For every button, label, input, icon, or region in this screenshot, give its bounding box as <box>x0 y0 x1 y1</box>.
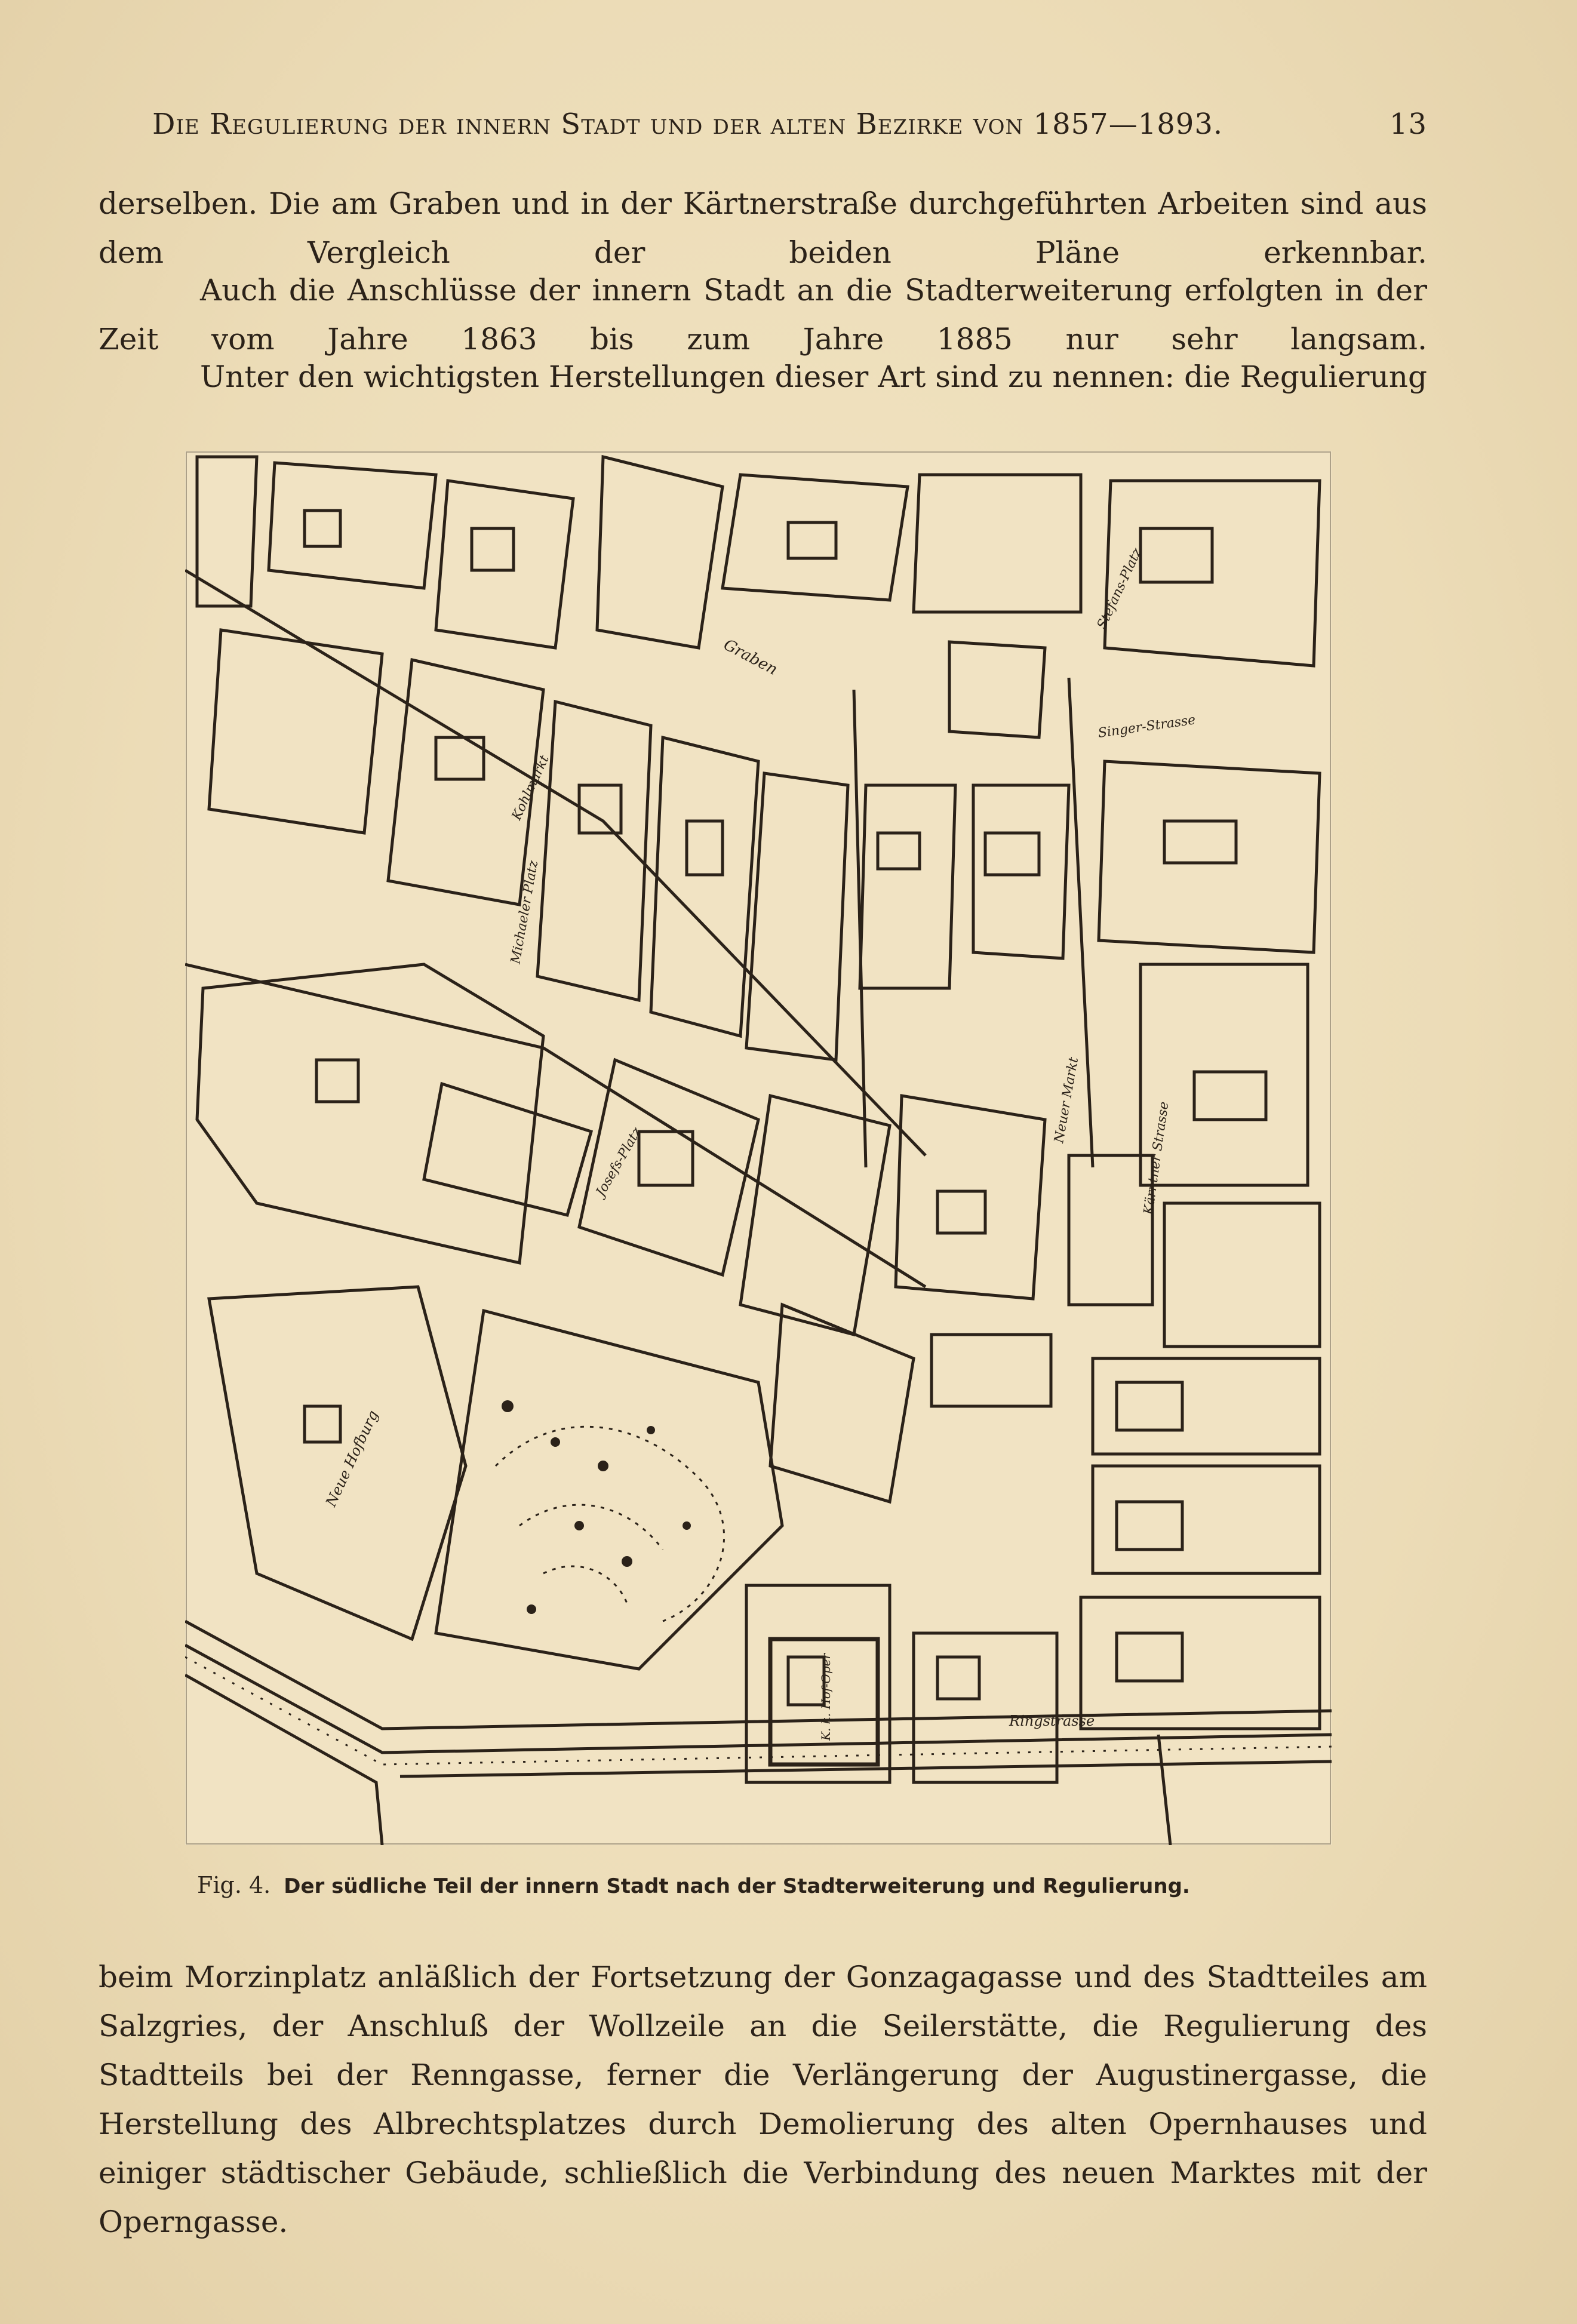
paragraph-2 <box>99 266 1427 364</box>
label-stefans-platz: Stefans-Platz <box>1094 546 1145 632</box>
label-neue-hofburg: Neue Hofburg <box>322 1407 382 1510</box>
label-singer-strasse: Singer-Strasse <box>1097 712 1197 741</box>
city-map <box>185 451 1332 1845</box>
running-head <box>152 107 1427 149</box>
label-ringstrasse: Ringstrasse <box>1009 1713 1095 1729</box>
figure-caption-text: Der südliche Teil der innern Stadt nach der Stadterweiterung und Regulierung. <box>284 1874 1190 1898</box>
label-josefs-platz: Josefs-Platz <box>593 1125 645 1199</box>
figure-number: Fig. 4. <box>197 1872 271 1898</box>
paragraph-3 <box>99 352 1427 401</box>
page-number: 13 <box>1389 107 1427 141</box>
label-neuer-markt: Neuer Markt <box>1052 1056 1082 1145</box>
label-hof-oper: K. k. Hof-Oper <box>819 1653 833 1741</box>
paragraph-2-text: Auch die Anschlüsse der innern Stadt an die Stadterweiterung erfolgten in der Zeit vom Jahre 1863 bis zum Jahre 1885 nur sehr langsam. <box>99 273 1427 356</box>
label-kohlmarkt: Kohlmarkt <box>509 752 552 823</box>
paragraph-4: beim Morzinplatz anläßlich der Fortsetzung der Gonzagagasse und des Stadtteiles am Salzgries, der Anschluß der Wollzeile an die Seilerstätte, die Regulierung des Stadtteils bei der Renngasse, ferner die Verlängerung der Augustinergasse, die Herstellung des Albrechtsplatzes durch Demolierung des alten Opernhauses und einiger städtischer Gebäude, schließlich die Verbindung des neuen Marktes mit der Operngasse. <box>99 1960 1427 2239</box>
label-michaeler-platz: Michaeler Platz <box>508 859 542 966</box>
label-kaerntner-strasse: Kärntner Strasse <box>1141 1100 1172 1216</box>
label-graben: Graben <box>720 635 780 679</box>
paragraph-1: derselben. Die am Graben und in der Kärtnerstraße durchgeführten Arbeiten sind aus dem Vergleich der beiden Pläne erkennbar. <box>99 186 1427 270</box>
city-map-figure <box>185 451 1332 1845</box>
paragraph-3-text: Unter den wichtigsten Herstellungen dieser Art sind zu nennen: die Regulierung <box>200 359 1427 394</box>
figure-caption <box>197 1872 1332 1898</box>
running-head-title: Die Regulierung der innern Stadt und der alten Bezirke von 1857—1893. <box>152 107 1224 141</box>
